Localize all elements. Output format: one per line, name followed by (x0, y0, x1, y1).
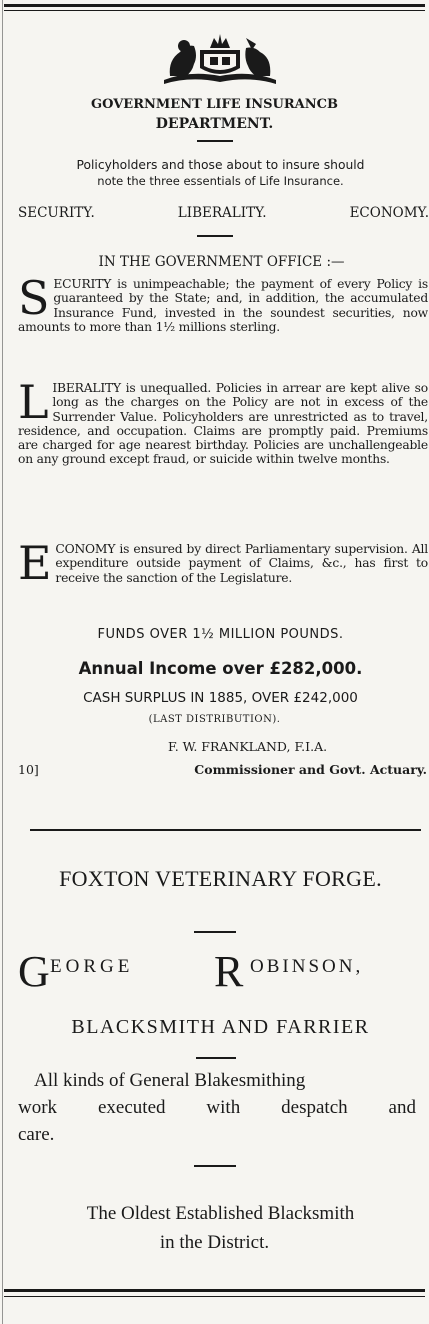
distribution-line: (LAST DISTRIBUTION). (148, 714, 281, 725)
forge-title: FOXTON VETERINARY FORGE. (59, 866, 382, 891)
liberality-initial: L (18, 375, 49, 429)
ad1-intro-line2: note the three essentials of Life Insurance. (97, 174, 344, 188)
ad-reference: 10] (18, 762, 39, 777)
funds-line: FUNDS OVER 1½ MILLION POUNDS. (97, 627, 344, 642)
trade-line: BLACKSMITH AND FARRIER (71, 1016, 370, 1038)
coat-of-arms-icon (160, 30, 280, 88)
economy-text: CONOMY is ensured by direct Parliamentary supervision. All expenditure outside payment of Claims, &c., has first to receive the sanction of the Legislature. (55, 542, 428, 585)
first-initial: G (18, 947, 50, 996)
last-initial: R (214, 947, 244, 996)
office-heading: IN THE GOVERNMENT OFFICE :— (98, 254, 345, 270)
income-line: Annual Income over £282,000. (78, 659, 363, 678)
page-edge (2, 0, 3, 1324)
essential-economy: ECONOMY. (349, 205, 429, 221)
divider (197, 235, 233, 237)
essential-liberality: LIBERALITY. (177, 205, 267, 221)
economy-initial: E (18, 536, 52, 590)
essential-security: SECURITY. (18, 205, 95, 221)
signatory-title: Commissioner and Govt. Actuary. (194, 762, 427, 777)
divider (196, 1057, 236, 1059)
bottom-rule-thick (4, 1289, 425, 1292)
economy-paragraph (18, 536, 428, 590)
bottom-rule-thin (4, 1296, 425, 1297)
ad-separator (30, 829, 421, 831)
divider (197, 140, 233, 142)
first-name-rest: EORGE (50, 956, 134, 977)
proprietor-name (18, 948, 418, 996)
divider (194, 931, 236, 933)
last-name-rest: OBINSON, (250, 956, 364, 977)
closing-line1: The Oldest Established Blacksmith (86, 1203, 355, 1224)
ad1-intro-line1: Policyholders and those about to insure should (76, 158, 365, 172)
liberality-text: IBERALITY is unequalled. Policies in arrear are kept alive so long as the charges on the Policy are not in excess of the Surrender Value. Policyholders are unrestricted as to travel, residence, and occupation. Claims are promptly paid. Premiums are charged for age nearest birthday. Policies are unchallengeable on any ground except fraud, or suicide within twelve months. (18, 381, 428, 467)
ad1-heading-line1: GOVERNMENT LIFE INSURANCB (91, 97, 338, 112)
top-rule-thin (4, 10, 425, 11)
security-paragraph (18, 271, 428, 334)
closing-line2: in the District. (159, 1232, 270, 1253)
top-rule-thick (4, 4, 425, 7)
liberality-paragraph (18, 375, 428, 467)
security-initial: S (18, 271, 50, 325)
body-line3: care. (18, 1124, 55, 1145)
signatory-name: F. W. FRANKLAND, F.I.A. (168, 739, 328, 754)
ad1-heading-line2: DEPARTMENT. (155, 116, 274, 132)
body-line2: work executed with despatch and (18, 1097, 416, 1118)
essentials-row (18, 205, 429, 221)
divider (194, 1165, 236, 1167)
security-text: ECURITY is unimpeachable; the payment of every Policy is guaranteed by the State; and, in addition, the accumulated Insurance Fund, invested in the soundest securities, now amounts to more than 1½ millions sterling. (18, 277, 428, 334)
surplus-line: CASH SURPLUS IN 1885, OVER £242,000 (83, 690, 358, 706)
body-line1: All kinds of General Blakesmithing (34, 1070, 306, 1091)
